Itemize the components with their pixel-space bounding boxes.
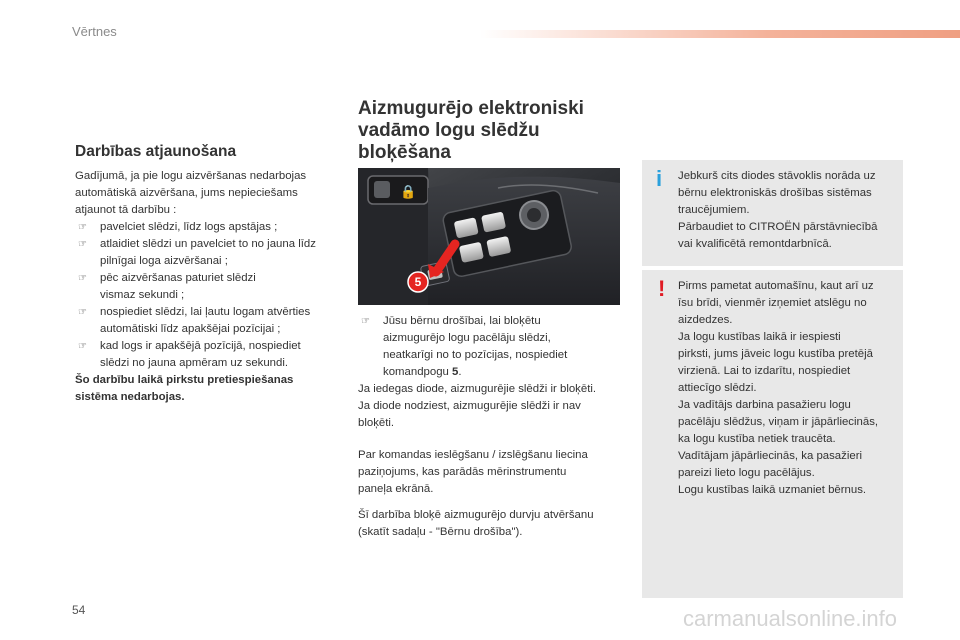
info-text: Jebkurš cits diodes stāvoklis norāda uz bērnu elektroniskās drošības sistēmas traucējumiem. Pārbaudiet to CITROËN pārstāvniecībā vai kvalificētā remontdarbnīcā. <box>678 170 878 250</box>
bullet-icon: ☞ <box>78 239 87 250</box>
list-item: ☞ pēc aizvēršanas paturiet slēdzi vismaz sekundi ; <box>78 272 256 301</box>
left-column <box>75 168 345 406</box>
warning-box <box>642 270 903 598</box>
left-note-line: sistēma nedarbojas. <box>75 391 185 403</box>
section-title: Vērtnes <box>72 24 117 39</box>
window-switch-photo <box>358 168 620 305</box>
page-number: 54 <box>72 603 86 617</box>
header-accent-bar <box>480 30 960 38</box>
info-box <box>642 160 903 266</box>
list-item: ☞ nospiediet slēdzi, lai ļautu logam atvērties automātiski līdz apakšējai pozīcijai ; <box>78 306 311 335</box>
warning-icon: ! <box>658 276 666 301</box>
left-note-line: Šo darbību laikā pirkstu pretiespiešanas <box>75 374 294 386</box>
bullet-icon: ☞ <box>78 273 87 284</box>
middle-para2-line: paziņojums, kas parādās mērinstrumentu <box>358 466 567 478</box>
list-item: ☞ Jūsu bērnu drošībai, lai bloķētu aizmugurējo logu pacēlāju slēdzi, neatkarīgi no to pozīcijas, nospiediet komandpogu 5. <box>361 315 568 378</box>
left-heading: Darbības atjaunošana <box>75 143 237 160</box>
bullet-icon: ☞ <box>78 341 87 352</box>
left-bullet-list <box>75 219 345 372</box>
left-intro-line: Gadījumā, ja pie logu aizvēršanas nedarbojas <box>75 170 307 182</box>
bullet-icon: ☞ <box>78 222 87 233</box>
middle-bullet-list <box>358 313 628 381</box>
left-intro-line: atjaunot tā darbību : <box>75 204 177 216</box>
bullet-icon: ☞ <box>361 316 370 327</box>
middle-para1-line: bloķēti. <box>358 417 395 429</box>
bullet-icon: ☞ <box>78 307 87 318</box>
window-switch-illustration <box>358 168 620 305</box>
middle-para3-line: (skatīt sadaļu - "Bērnu drošība"). <box>358 526 523 538</box>
left-intro-line: automātiskā aizvēršana, jums nepieciešams <box>75 187 298 199</box>
info-icon: i <box>656 166 663 191</box>
middle-text <box>358 313 628 541</box>
watermark: carmanualsonline.info <box>683 606 898 631</box>
callout-number: 5 <box>414 275 422 289</box>
list-item: ☞ atlaidiet slēdzi un pavelciet to no jauna līdz pilnīgai loga aizvēršanai ; <box>78 238 316 267</box>
warning-text: Pirms pametat automašīnu, kaut arī uz īsu brīdi, vienmēr izņemiet atslēgu no aizdedzes. Ja logu kustības laikā ir iespiesti pirksti, jums jāveic logu kustība pretējā virzienā. Lai to izdarītu, nospiediet attiecīgo slēdzi. Ja vadītājs darbina pasažieru logu pacēlāju slēdžus, viņam ir jāpārliecinās, ka logu kustība netiek traucēta. Vadītājam jāpārliecinās, ka pasažieri pareizi lieto logu pacēlājus. Logu kustības laikā uzmaniet bērnus. <box>678 280 879 496</box>
middle-para1-line: Ja iedegas diode, aizmugurējie slēdži ir bloķēti. <box>358 383 597 395</box>
list-item: ☞ kad logs ir apakšējā pozīcijā, nospiediet slēdzi no jauna apmēram uz sekundi. <box>78 340 301 369</box>
middle-heading: Aizmugurējo elektroniski vadāmo logu slēdžu bloķēšana <box>358 98 584 163</box>
middle-para2-line: Par komandas ieslēgšanu / izslēgšanu liecina <box>358 449 588 461</box>
list-item: ☞ pavelciet slēdzi, līdz logs apstājas ; <box>75 219 345 236</box>
svg-text:🔒: 🔒 <box>400 185 417 200</box>
middle-para1-line: Ja diode nodziest, aizmugurējie slēdži ir nav <box>358 400 581 412</box>
middle-para3-line: Šī darbība bloķē aizmugurējo durvju atvēršanu <box>358 509 594 521</box>
middle-para2-line: paneļa ekrānā. <box>358 483 434 495</box>
